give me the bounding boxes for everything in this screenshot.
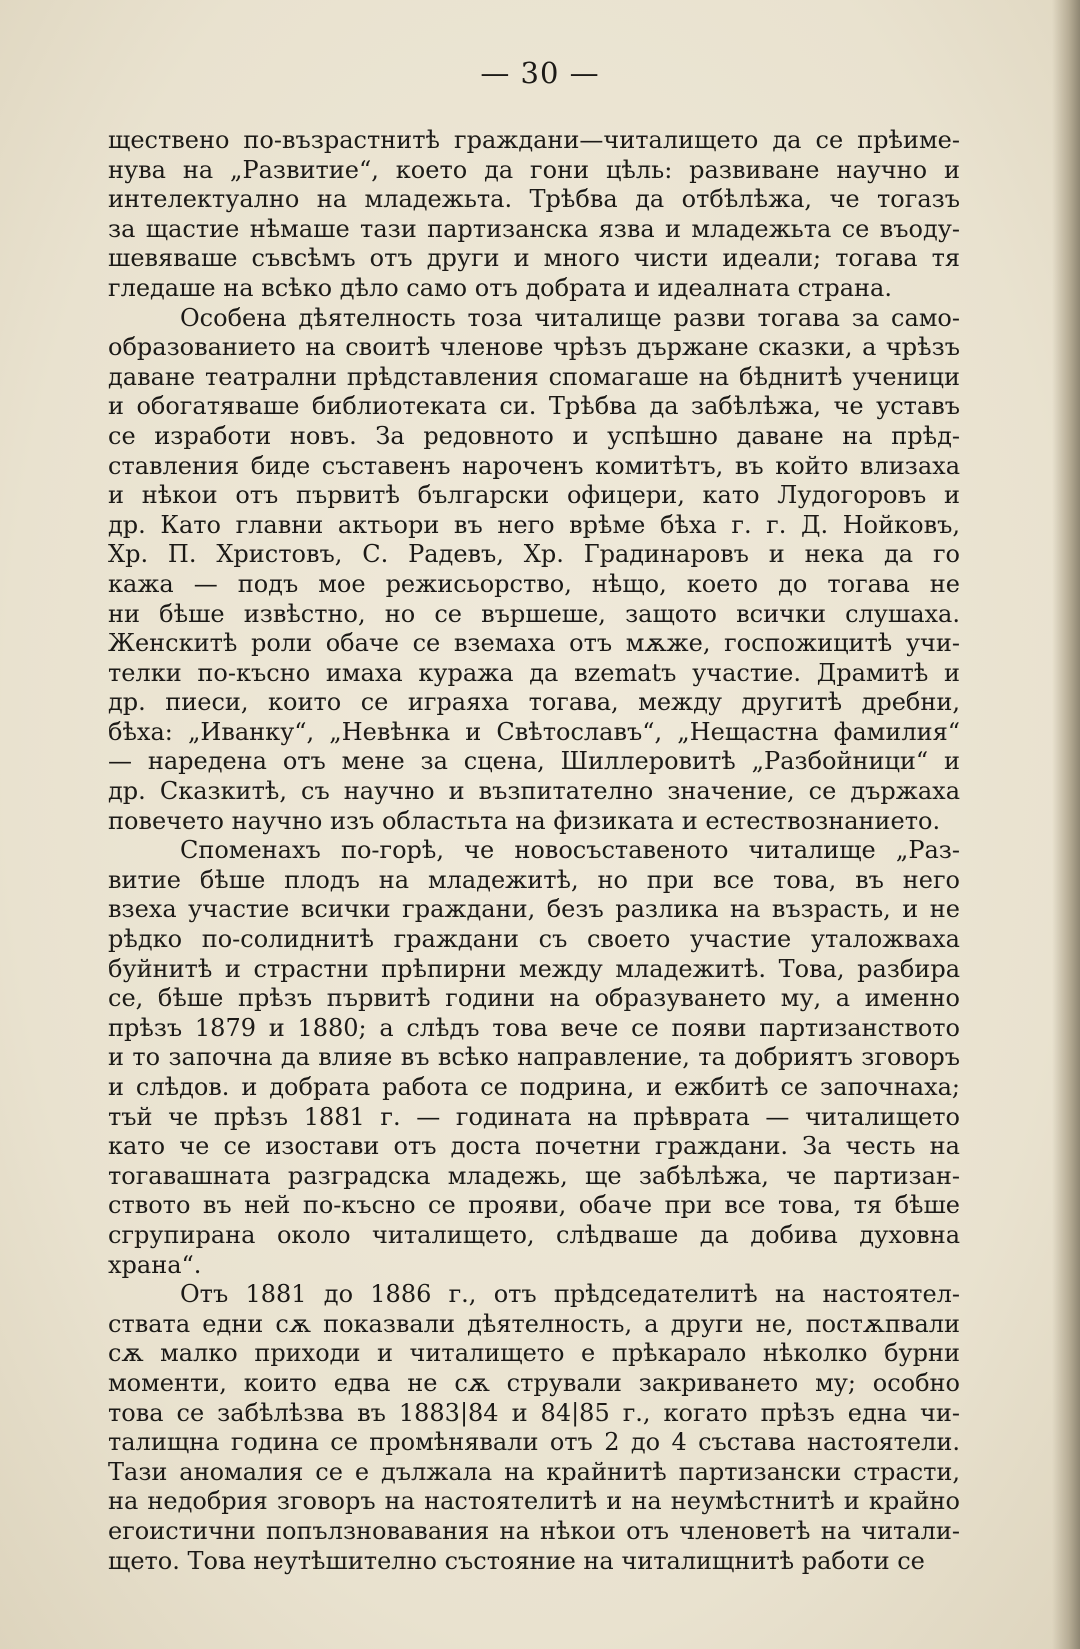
text-line: като че се изостави отъ доста почетни граждани. За честь на [108, 1132, 960, 1161]
text-line: сѫ малко приходи и читалището е прѣкарало нѣколко бурни [108, 1339, 960, 1368]
text-line: се, бѣше прѣзъ първитѣ години на образуването му, а именно [108, 984, 960, 1013]
text-line: повечето научно изъ областьта на физиката и естествознанието. [108, 806, 941, 835]
text-line: Споменахъ по-горѣ, че новосъставеното читалище „Раз- [180, 836, 960, 865]
text-line: гледаше на всѣко дѣло само отъ добрата и идеалната страна. [108, 273, 892, 302]
text-line: рѣдко по-солиднитѣ граждани съ своето участие уталожваха [108, 925, 960, 954]
text-line: щето. Това неутѣшително състояние на читалищнитѣ работи се [108, 1546, 925, 1575]
body-text [108, 126, 960, 1576]
text-line: ството въ ней по-късно се прояви, обаче при все това, тя бѣше [108, 1191, 960, 1220]
text-line: кажа — подъ мое режисьорство, нѣщо, което до тогава не [108, 569, 960, 598]
text-line: и нѣкои отъ първитѣ български офицери, като Лудогоровъ и [108, 481, 960, 510]
text-line: прѣзъ 1879 и 1880; а слѣдъ това вече се появи партизанството [108, 1013, 960, 1042]
text-line: тогавашната разградска младежь, ще забѣлѣжа, че партизан- [108, 1161, 960, 1190]
text-line: образованието на своитѣ членове чрѣзъ държане сказки, а чрѣзъ [108, 333, 960, 362]
text-line: — наредена отъ мене за сцена, Шиллеровитѣ „Разбойници“ и [108, 747, 960, 776]
text-line: др. Сказкитѣ, съ научно и възпитателно значение, се държаха [108, 777, 960, 806]
text-line: тъй че прѣзъ 1881 г. — годината на прѣврата — читалището [108, 1102, 960, 1131]
text-line: егоистични попълзновавания на нѣкои отъ членоветѣ на читали- [108, 1516, 960, 1545]
text-line: др. пиеси, които се играяха тогава, между другитѣ дребни, [108, 688, 960, 717]
text-line: това се забѣлѣзва въ 1883|84 и 84|85 г., когато прѣзъ една чи- [108, 1398, 960, 1427]
text-line: моменти, които едва не сѫ стрували закриването му; особно [108, 1368, 960, 1397]
text-line: Хр. П. Христовъ, С. Радевъ, Хр. Градинаровъ и нека да го [108, 540, 960, 569]
text-line: др. Като главни актьори въ него врѣме бѣха г. г. Д. Нойковъ, [108, 510, 960, 539]
text-line: ствата едни сѫ показвали дѣятелность, а други не, постѫпвали [108, 1309, 960, 1338]
text-line: и слѣдов. и добрата работа се подрина, и ежбитѣ се започнаха; [108, 1073, 960, 1101]
page-number: — 30 — [480, 56, 600, 90]
text-line: бѣха: „Иванку“, „Невѣнка и Свѣтославъ“, „Нещастна фамилия“ [108, 717, 960, 746]
text-line: и обогатяваше библиотеката си. Трѣбва да забѣлѣжа, че уставъ [108, 392, 960, 421]
text-line: Тази аномалия се е дължала на крайнитѣ партизански страсти, [108, 1457, 960, 1486]
text-line: за щастие нѣмаше тази партизанска язва и младежьта се въоду- [108, 214, 960, 243]
text-line: буйнитѣ и страстни прѣпирни между младежитѣ. Това, разбира [108, 954, 960, 983]
text-line: даване театрални прѣдставления спомагаше на бѣднитѣ ученици [108, 362, 960, 391]
text-line: ни бѣше извѣстно, но се вършеше, защото всички слушаха. [108, 599, 960, 628]
text-line: интелектуално на младежьта. Трѣбва да отбѣлѣжа, че тогазъ [108, 185, 960, 214]
text-line: Особена дѣятелность тоза читалище разви тогава за само- [180, 303, 960, 332]
text-line: взеха участие всички граждани, безъ разлика на възрасть, и не [108, 895, 960, 924]
text-line: телки по-късно имаха куража да вzematъ участие. Драмитѣ и [108, 658, 960, 687]
text-line: и то започна да влияе въ всѣко направление, та добриятъ зговоръ [108, 1043, 960, 1072]
text-line: талищна година се промѣнявали отъ 2 до 4 състава настоятели. [108, 1428, 960, 1457]
text-line: ставления биде съставенъ нароченъ комитѣтъ, въ който влизаха [108, 451, 960, 480]
text-line: нува на „Развитие“, което да гони цѣль: развиване научно и [108, 155, 960, 184]
text-line: Отъ 1881 до 1886 г., отъ прѣдседателитѣ на настоятел- [180, 1280, 960, 1309]
text-line: се изработи новъ. За редовното и успѣшно даване на прѣд- [108, 421, 960, 450]
text-line: витие бѣше плодъ на младежитѣ, но при все това, въ него [108, 865, 960, 894]
text-line: храна“. [108, 1250, 202, 1279]
text-line: шевяваше съвсѣмъ отъ други и много чисти идеали; тогава тя [108, 244, 960, 273]
text-line: сгрупирана около читалището, слѣдваше да добива духовна [108, 1220, 960, 1249]
text-line: Женскитѣ роли обаче се вземаха отъ мѫже, госпожицитѣ учи- [108, 629, 960, 658]
text-line: щественo по-възрастнитѣ граждани—читалището да се прѣиме- [108, 126, 960, 154]
page-edge-shadow [1052, 0, 1080, 1649]
text-line: на недобрия зговоръ на настоятелитѣ и на неумѣстнитѣ и крайно [108, 1487, 960, 1516]
